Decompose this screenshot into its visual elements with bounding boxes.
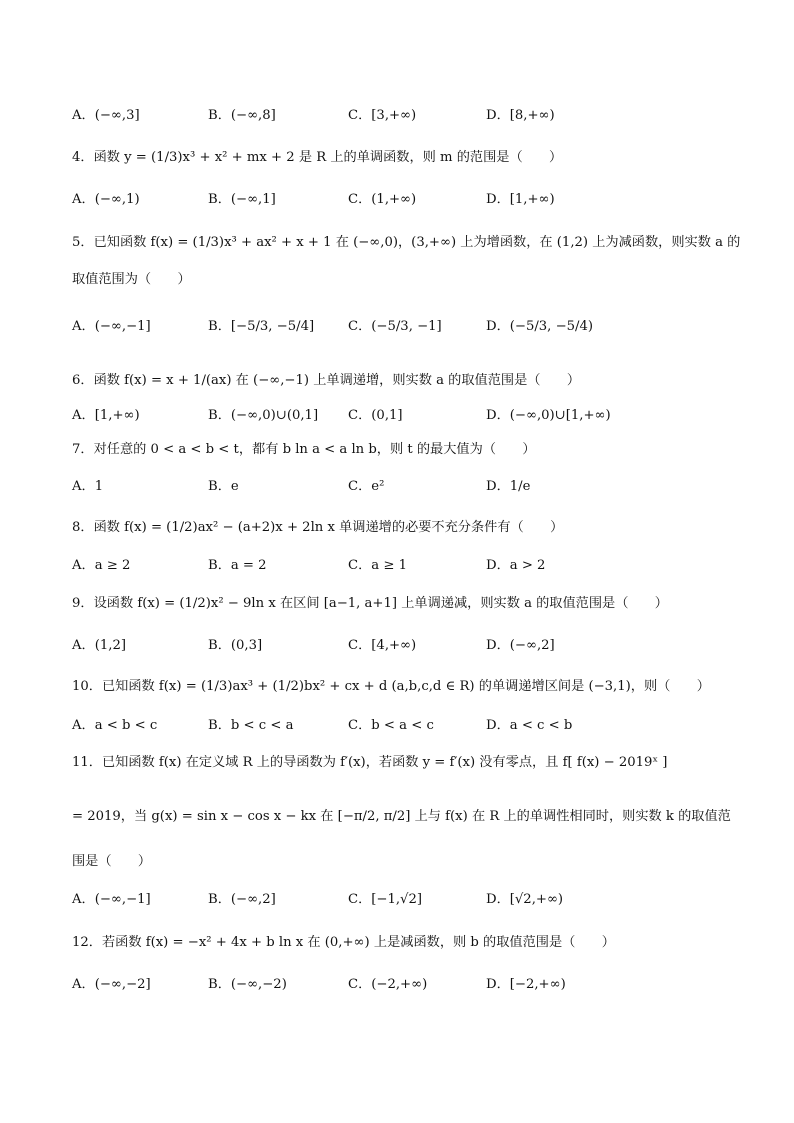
q8-stem: 8．函数 f(x) = (1/2)ax² − (a+2)x + 2ln x 单调递增的必要不充分条件有（ ） <box>72 520 564 535</box>
option-c: C．b < a < c <box>348 718 434 733</box>
option-c: C．e² <box>348 479 385 494</box>
option-d: D．a > 2 <box>486 558 546 573</box>
q11-options <box>72 889 732 911</box>
option-a: A．(−∞,−1] <box>72 319 151 334</box>
q11-stem: 11．已知函数 f(x) 在定义域 R 上的导函数为 f′(x)，若函数 y = f′(x) 没有零点，且 f[ f(x) − 2019ˣ ] <box>72 755 668 770</box>
q9-options <box>72 635 732 657</box>
option-c: C．(1,+∞) <box>348 192 417 207</box>
option-c: C．[3,+∞) <box>348 108 417 123</box>
option-a: A．a ≥ 2 <box>72 558 131 573</box>
option-a: A．(−∞,3] <box>72 108 140 123</box>
q4-stem: 4．函数 y = (1/3)x³ + x² + mx + 2 是 R 上的单调函数，则 m 的范围是（ ） <box>72 150 563 165</box>
q8-options <box>72 555 732 577</box>
option-b: B．b < c < a <box>208 718 294 733</box>
option-d: D．a < c < b <box>486 718 573 733</box>
option-a: A．[1,+∞) <box>72 408 140 423</box>
option-b: B．[−5/3, −5/4] <box>208 319 315 334</box>
q6-options <box>72 405 732 427</box>
option-a: A．(−∞,1) <box>72 192 140 207</box>
option-a: A．(1,2] <box>72 638 126 653</box>
option-c: C．(−5/3, −1] <box>348 319 442 334</box>
option-d: D．1/e <box>486 479 531 494</box>
option-d: D．(−∞,0)∪[1,+∞) <box>486 408 611 423</box>
q12-options <box>72 974 732 996</box>
option-b: B．(−∞,0)∪(0,1] <box>208 408 319 423</box>
q5-options <box>72 316 732 338</box>
option-b: B．(−∞,−2) <box>208 977 287 992</box>
option-d: D．[−2,+∞) <box>486 977 566 992</box>
option-c: C．[4,+∞) <box>348 638 417 653</box>
option-c: C．(−2,+∞) <box>348 977 428 992</box>
option-a: A．(−∞,−2] <box>72 977 151 992</box>
option-b: B．e <box>208 479 239 494</box>
option-a: A．(−∞,−1] <box>72 892 151 907</box>
option-b: B．(−∞,2] <box>208 892 276 907</box>
option-d: D．(−5/3, −5/4) <box>486 319 593 334</box>
option-a: A．a < b < c <box>72 718 158 733</box>
q4-options <box>72 189 732 211</box>
q7-options <box>72 476 732 498</box>
q11-stem-cont: = 2019，当 g(x) = sin x − cos x − kx 在 [−π/2, π/2] 上与 f(x) 在 R 上的单调性相同时，则实数 k 的取值范 <box>72 809 731 824</box>
q6-stem: 6．函数 f(x) = x + 1/(ax) 在 (−∞,−1) 上单调递增，则实数 a 的取值范围是（ ） <box>72 373 581 388</box>
q10-options <box>72 715 732 737</box>
option-b: B．(−∞,1] <box>208 192 276 207</box>
q5-stem-cont: 取值范围为（ ） <box>72 272 191 287</box>
q11-stem-end: 围是（ ） <box>72 854 152 869</box>
q3-options <box>72 105 732 127</box>
option-d: D．[8,+∞) <box>486 108 555 123</box>
option-d: D．(−∞,2] <box>486 638 555 653</box>
q9-stem: 9．设函数 f(x) = (1/2)x² − 9ln x 在区间 [a−1, a+1] 上单调递减，则实数 a 的取值范围是（ ） <box>72 596 668 611</box>
q10-stem: 10．已知函数 f(x) = (1/3)ax³ + (1/2)bx² + cx + d (a,b,c,d ∈ R) 的单调递增区间是 (−3,1)，则（ ） <box>72 679 710 694</box>
option-c: C．[−1,√2] <box>348 892 422 907</box>
option-a: A．1 <box>72 479 104 494</box>
option-b: B．a = 2 <box>208 558 267 573</box>
q7-stem: 7．对任意的 0 < a < b < t，都有 b ln a < a ln b，则 t 的最大值为（ ） <box>72 442 536 457</box>
option-c: C．(0,1] <box>348 408 403 423</box>
option-b: B．(0,3] <box>208 638 263 653</box>
q12-stem: 12．若函数 f(x) = −x² + 4x + b ln x 在 (0,+∞) 上是减函数，则 b 的取值范围是（ ） <box>72 935 615 950</box>
option-d: D．[√2,+∞) <box>486 892 564 907</box>
option-d: D．[1,+∞) <box>486 192 555 207</box>
q5-stem: 5．已知函数 f(x) = (1/3)x³ + ax² + x + 1 在 (−∞,0)，(3,+∞) 上为增函数，在 (1,2) 上为减函数，则实数 a 的 <box>72 235 741 250</box>
option-c: C．a ≥ 1 <box>348 558 407 573</box>
option-b: B．(−∞,8] <box>208 108 276 123</box>
